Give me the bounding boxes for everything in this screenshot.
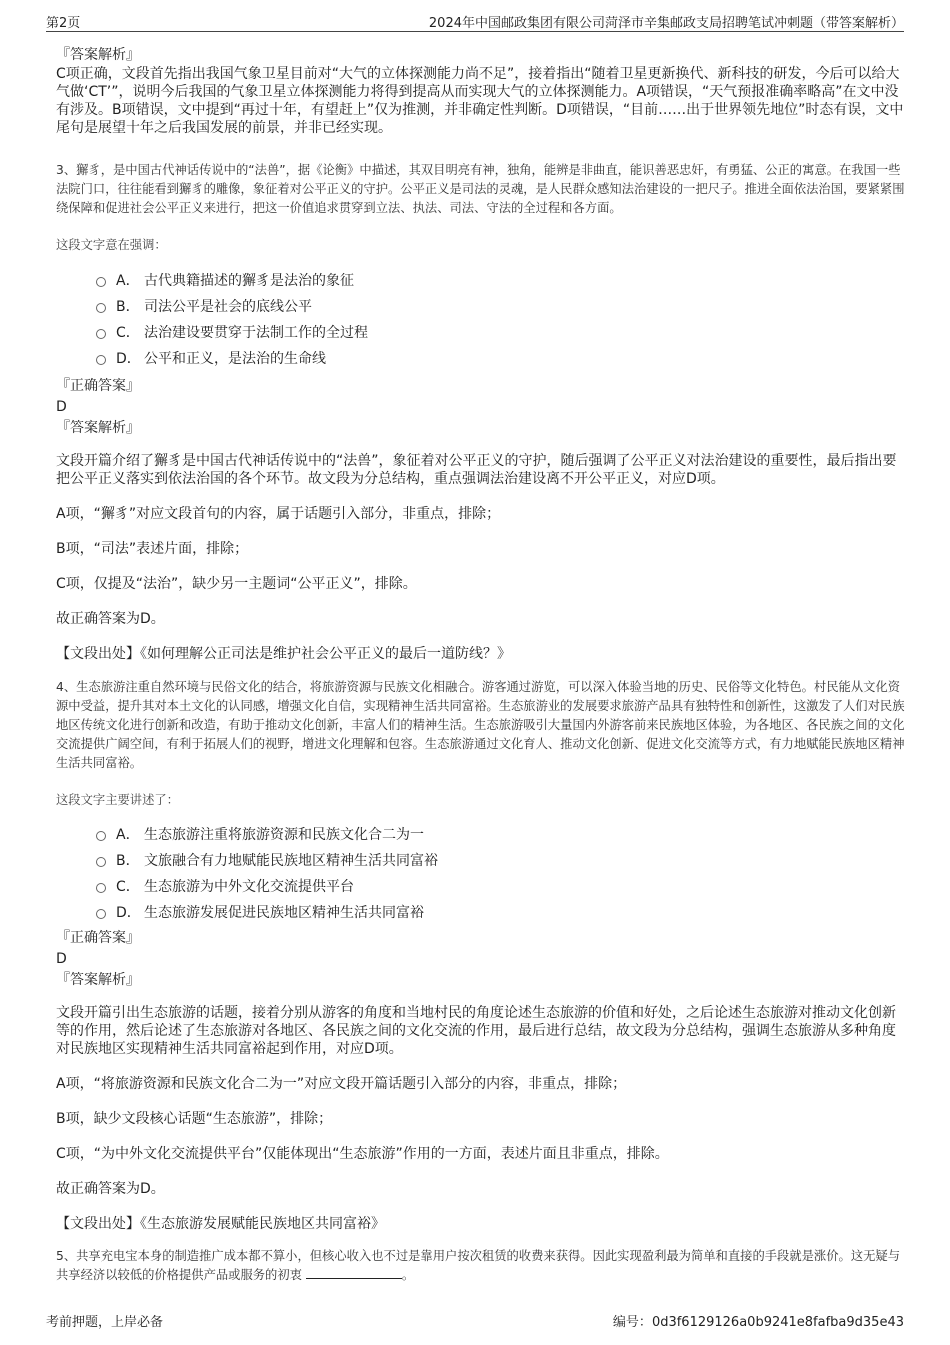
option-text: 生态旅游注重将旅游资源和民族文化合二为一 [144,827,424,843]
page-number: 第2页 [46,16,81,31]
question-prompt: 这段文字主要讲述了： [56,793,179,807]
page-header [46,9,904,32]
option-list [56,271,906,375]
option-key: A． [116,273,140,289]
analysis-conclusion: 故正确答案为D。 [56,1181,165,1197]
analysis-conclusion: 故正确答案为D。 [56,611,165,627]
question-prompt: 这段文字意在强调： [56,238,167,252]
option-text: 文旅融合有力地赋能民族地区精神生活共同富裕 [144,853,438,869]
option-text: 公平和正义，是法治的生命线 [144,351,326,367]
option-key: D． [116,351,141,367]
option-c[interactable] [56,877,906,903]
source-title: 《生态旅游发展赋能民族地区共同富裕》 [140,1216,385,1232]
code-label: 编号： [612,1315,652,1330]
answer-analysis-text: C项正确，文段首先指出我国气象卫星目前对“大气的立体探测能力尚不足”，接着指出“随着卫星更新换代、新科技的研发，今后可以给大气做‘CT’”，说明今后我国的气象卫星立体探测能力将得到提高从而实现大气的立体探测能力。A项错误，“天气预报准确率略高”在文中没有涉及。B项错误，文中提到“再过十年，有望赶上”仅为推测，并非确定性判断。D项错误，“目前……出于世界领先地位”时态有误，文中尾句是展望十年之后我国发展的前景，并非已经实现。 [56,66,904,136]
source-label: 【文段出处】 [56,1216,140,1232]
radio-button[interactable] [96,883,106,893]
question-stem [56,1247,906,1285]
source-line [56,1215,906,1233]
option-d[interactable] [56,903,906,929]
correct-answer-label: 『正确答案』 [56,378,140,394]
question-stem-end: 。 [401,1268,415,1282]
option-text: 古代典籍描述的獬豸是法治的象征 [144,273,354,289]
correct-answer: D [56,399,67,415]
option-b[interactable] [56,297,906,323]
fill-blank [306,1266,402,1279]
question-5 [56,1247,906,1285]
code-value: 0d3f6129126a0b9241e8fafba9d35e43 [651,1315,904,1330]
correct-answer-label: 『正确答案』 [56,930,140,946]
option-key: C． [116,879,140,895]
question-3 [56,161,906,663]
radio-button[interactable] [96,909,106,919]
page-content [56,46,906,1285]
correct-answer: D [56,951,67,967]
source-line [56,645,906,663]
source-label: 【文段出处】 [56,646,140,662]
source-title: 《如何理解公正司法是维护社会公平正义的最后一道防线？》 [140,646,511,662]
option-text: 生态旅游为中外文化交流提供平台 [144,879,354,895]
option-d[interactable] [56,349,906,375]
option-key: B． [116,299,140,315]
option-text: 司法公平是社会的底线公平 [144,299,312,315]
answer-analysis-label: 『答案解析』 [56,420,140,436]
analysis-paragraph: A项，“獬豸”对应文段首句的内容，属于话题引入部分，非重点，排除； [56,506,501,522]
option-list [56,825,906,929]
option-text: 法治建设要贯穿于法制工作的全过程 [144,325,368,341]
radio-button[interactable] [96,355,106,365]
question-stem: 4、生态旅游注重自然环境与民俗文化的结合，将旅游资源与民族文化相融合。游客通过游览，可以深入体验当地的历史、民俗等文化特色。村民能从文化资源中受益，提升其对本土文化的认同感，增强文化自信，实现精神生活共同富裕。生态旅游业的发展要求旅游产品具有独特性和创新性，这激发了人们对民族地区传统文化进行创新和改造，有助于推动文化创新，丰富人们的精神生活。生态旅游吸引大量国内外游客前来民族地区体验，为各地区、各民族之间的文化交流提供广阔空间，有利于拓展人们的视野，增进文化理解和包容。生态旅游通过文化育人、推动文化创新、促进文化交流等方式，有力地赋能民族地区精神生活共同富裕。 [56,680,905,770]
analysis-paragraph: B项，缺少文段核心话题“生态旅游”，排除； [56,1111,333,1127]
analysis-paragraph: C项，“为中外文化交流提供平台”仅能体现出“生态旅游”作用的一方面，表述片面且非重点，排除。 [56,1146,669,1162]
option-key: D． [116,905,141,921]
radio-button[interactable] [96,277,106,287]
document-title: 2024年中国邮政集团有限公司菏泽市辛集邮政支局招聘笔试冲刺题（带答案解析） [428,16,904,31]
option-a[interactable] [56,825,906,851]
option-a[interactable] [56,271,906,297]
option-b[interactable] [56,851,906,877]
option-key: B． [116,853,140,869]
analysis-paragraph: 文段开篇介绍了獬豸是中国古代神话传说中的“法兽”，象征着对公平正义的守护，随后强调了公平正义对法治建设的重要性，最后指出要把公平正义落实到依法治国的各个环节。故文段为分总结构，重点强调法治建设离不开公平正义，对应D项。 [56,453,897,487]
question-4 [56,678,906,1233]
radio-button[interactable] [96,857,106,867]
answer-analysis-label: 『答案解析』 [56,47,140,63]
analysis-paragraph: A项，“将旅游资源和民族文化合二为一”对应文段开篇话题引入部分的内容，非重点，排除； [56,1076,627,1092]
option-c[interactable] [56,323,906,349]
question-stem-text: 5、共享充电宝本身的制造推广成本都不算小，但核心收入也不过是靠用户按次租赁的收费来获得。因此实现盈利最为简单和直接的手段就是涨价。这无疑与共享经济以较低的价格提供产品或服务的初衷 [56,1249,901,1282]
radio-button[interactable] [96,329,106,339]
question-stem: 3、獬豸，是中国古代神话传说中的“法兽”，据《论衡》中描述，其双目明亮有神，独角，能辨是非曲直，能识善恶忠奸，有勇猛、公正的寓意。在我国一些法院门口，往往能看到獬豸的雕像，象征着对公平正义的守护。公平正义是司法的灵魂，是人民群众感知法治建设的一把尺子。推进全面依法治国，要紧紧围绕保障和促进社会公平正义来进行，把这一价值追求贯穿到立法、执法、司法、守法的全过程和各方面。 [56,163,905,215]
option-text: 生态旅游发展促进民族地区精神生活共同富裕 [144,905,424,921]
option-key: C． [116,325,140,341]
analysis-paragraph: B项，“司法”表述片面，排除； [56,541,249,557]
analysis-paragraph: 文段开篇引出生态旅游的话题，接着分别从游客的角度和当地村民的角度论述生态旅游的价值和好处，之后论述生态旅游对推动文化创新等的作用，然后论述了生态旅游对各地区、各民族之间的文化交流的作用，最后进行总结，故文段为分总结构，强调生态旅游从多种角度对民族地区实现精神生活共同富裕起到作用，对应D项。 [56,1005,896,1057]
radio-button[interactable] [96,831,106,841]
footer-slogan: 考前押题，上岸必备 [46,1315,164,1330]
radio-button[interactable] [96,303,106,313]
document-code [613,1311,904,1330]
analysis-paragraph: C项，仅提及“法治”，缺少另一主题词“公平正义”，排除。 [56,576,417,592]
option-key: A． [116,827,140,843]
answer-analysis-label: 『答案解析』 [56,972,140,988]
